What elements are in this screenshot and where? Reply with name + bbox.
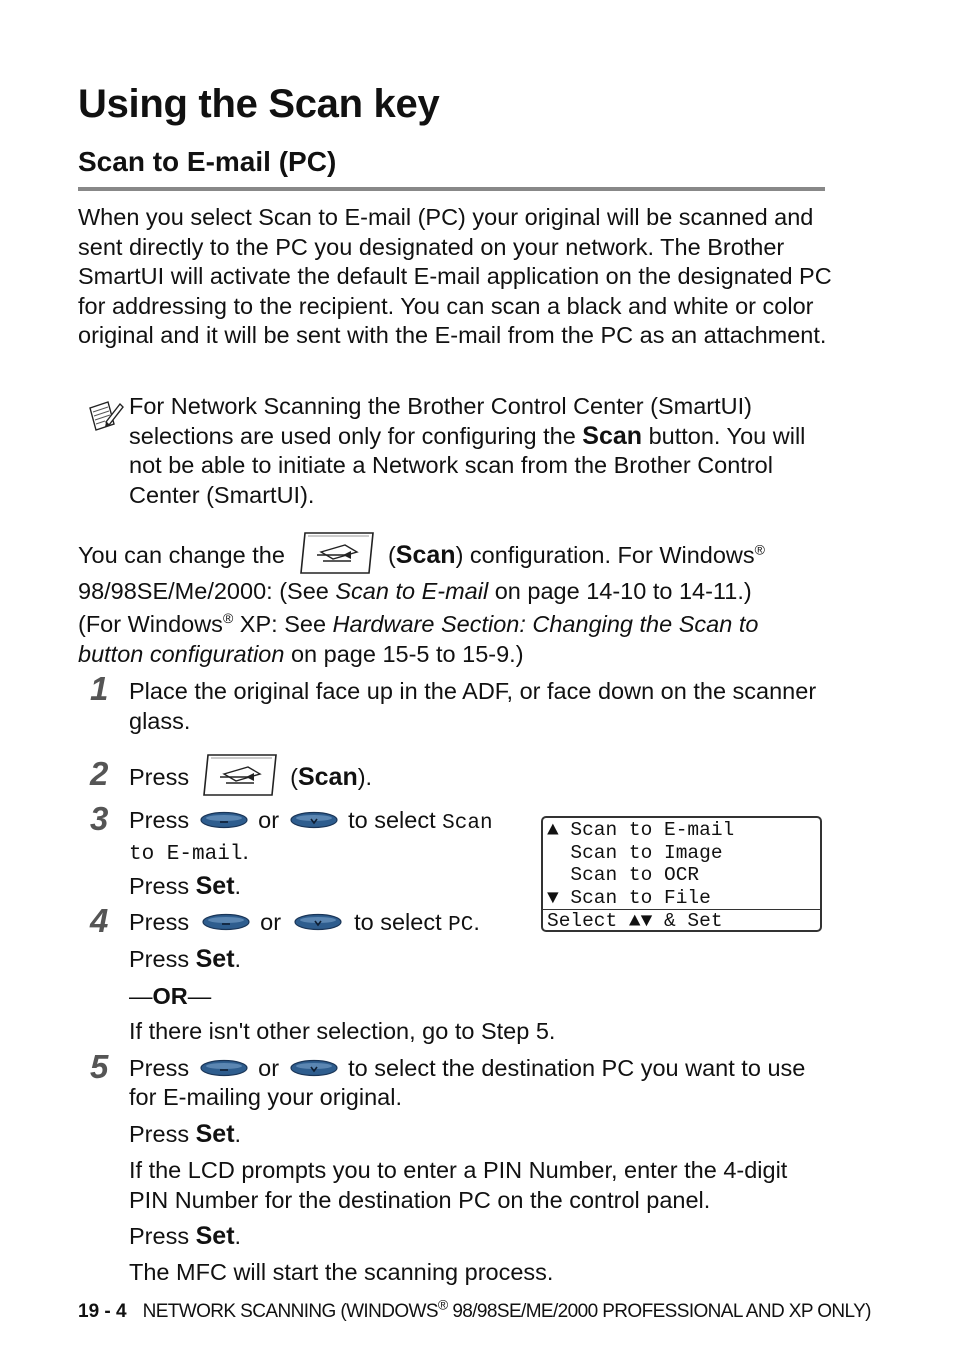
step-2-text: Press (Scan). (129, 760, 372, 798)
step-number-1: 1 (90, 670, 109, 707)
step-4-line-1: Press or to select PC. (129, 909, 480, 937)
step-4-press-set: Press Set. (129, 945, 242, 973)
config-line-2: 98/98SE/Me/2000: (See Scan to E-mail on page 14-10 to 14-11.) (78, 578, 752, 604)
lcd-line: ▼ Scan to File (547, 886, 711, 909)
step-5-line-1: Press or to select the destination PC you want to use (129, 1055, 806, 1081)
step-5-final: The MFC will start the scanning process. (129, 1259, 554, 1285)
scan-key-icon (299, 530, 375, 576)
step-number-4: 4 (90, 902, 109, 939)
section-heading: Scan to E-mail (PC) (78, 146, 337, 177)
scan-key-icon (202, 752, 278, 798)
step-1-text: Place the original face up in the ADF, or face down on the scanner glass. (129, 678, 817, 734)
step-5-pin-text: If the LCD prompts you to enter a PIN Number, enter the 4-digit PIN Number for the destination PC on the control panel. (129, 1157, 788, 1213)
lcd-line: Scan to OCR (547, 864, 700, 886)
step-3-line-2: to E-mail. (129, 838, 249, 866)
page-number: 19 - 4 (78, 1301, 127, 1322)
lcd-footer: Select ▲▼ & Set (547, 910, 723, 932)
section-rule (78, 187, 825, 191)
step-4-alternative: If there isn't other selection, go to Step 5. (129, 1018, 556, 1044)
up-arrow-key-icon (200, 1059, 248, 1077)
down-arrow-key-icon (290, 811, 338, 829)
step-number-3: 3 (90, 800, 109, 837)
up-arrow-key-icon (200, 811, 248, 829)
step-3-line-1: Press or to select Scan (129, 807, 493, 835)
lcd-display (541, 816, 822, 932)
note-text: For Network Scanning the Brother Control Center (SmartUI) selections are used only for configuring the Scan button. You will not be able to initiate a Network scan from the Brother Control Center (SmartUI). (129, 393, 806, 508)
or-separator: —OR— (129, 983, 212, 1009)
config-line-4: button configuration on page 15-5 to 15-9.) (78, 641, 524, 667)
step-5-press-set-2: Press Set. (129, 1222, 242, 1250)
up-arrow-key-icon (202, 913, 250, 931)
step-3-press-set: Press Set. (129, 872, 242, 900)
page-footer (78, 1296, 871, 1323)
page-title: Using the Scan key (78, 82, 440, 126)
intro-paragraph: When you select Scan to E-mail (PC) your original will be scanned and sent directly to the PC you designated on your network. The Brother SmartUI will activate the default E-mail application on the designated PC for addressing to the recipient. You can scan a black and white or color original and it will be sent with the E-mail from the PC as an attachment. (78, 204, 832, 348)
footer-text: NETWORK SCANNING (WINDOWS® 98/98SE/ME/2000 PROFESSIONAL AND XP ONLY) (142, 1296, 871, 1322)
config-line-3: (For Windows® XP: See Hardware Section: Changing the Scan to (78, 610, 759, 637)
config-line-1: You can change the (Scan) configuration. For Windows® (78, 538, 765, 576)
down-arrow-key-icon (290, 1059, 338, 1077)
step-5-press-set: Press Set. (129, 1120, 242, 1148)
lcd-line: ▲ Scan to E-mail (547, 819, 735, 841)
step-number-2: 2 (90, 755, 109, 792)
step-number-5: 5 (90, 1048, 109, 1085)
down-arrow-key-icon (294, 913, 342, 931)
lcd-line: Scan to Image (547, 841, 723, 864)
note-pencil-icon (84, 398, 124, 438)
step-5-line-2: for E-mailing your original. (129, 1084, 402, 1110)
